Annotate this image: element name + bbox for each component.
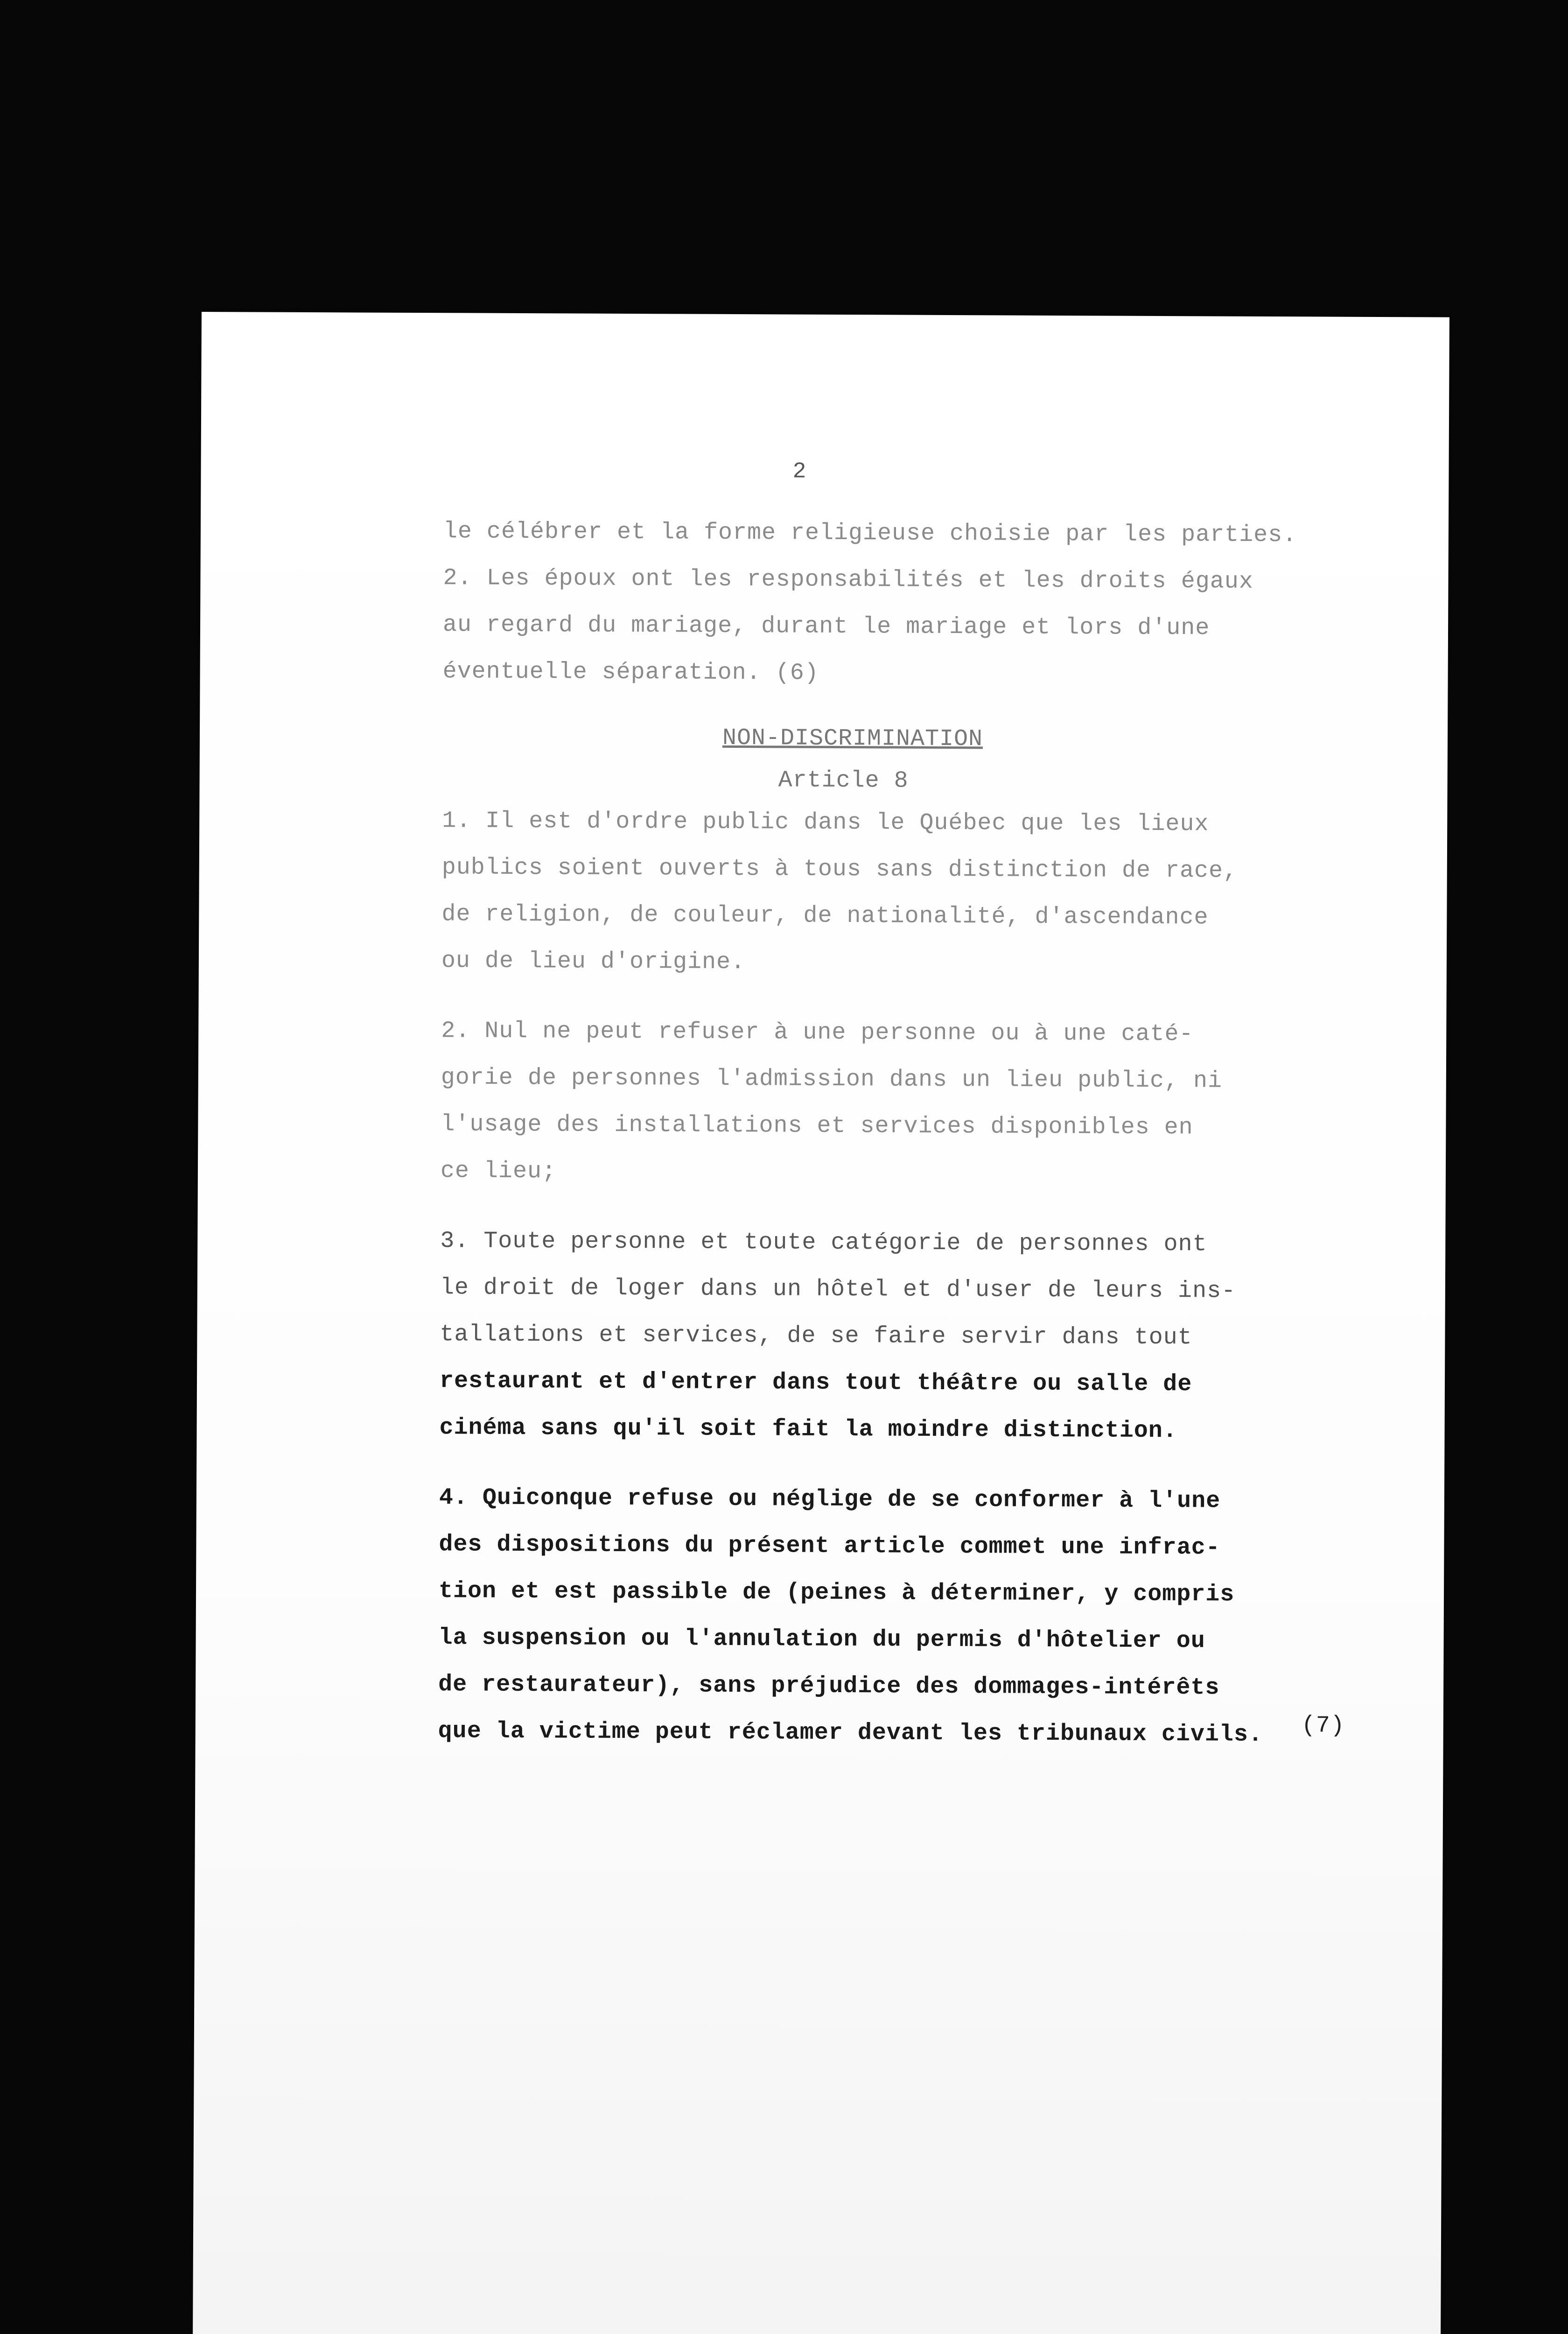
paragraph-1-line: de religion, de couleur, de nationalité, d'ascendance xyxy=(441,901,1209,931)
paragraph-2-line: ce lieu; xyxy=(440,1158,557,1185)
paragraph-2-line: l'usage des installations et services disponibles en xyxy=(441,1111,1193,1141)
intro-line: le célébrer et la forme religieuse choisie par les parties. xyxy=(443,518,1297,549)
paragraph-1-line: publics soient ouverts à tous sans distinction de race, xyxy=(441,854,1238,885)
paragraph-3-line: cinéma sans qu'il soit fait la moindre distinction. xyxy=(439,1414,1177,1445)
paragraph-4-line: que la victime peut réclamer devant les tribunaux civils. xyxy=(438,1718,1263,1748)
paragraph-4-line: 4. Quiconque refuse ou néglige de se conformer à l'une xyxy=(439,1484,1221,1515)
paragraph-1-line: 1. Il est d'ordre public dans le Québec que les lieux xyxy=(442,808,1209,838)
paragraph-3-line: le droit de loger dans un hôtel et d'user de leurs ins- xyxy=(440,1274,1236,1305)
section-heading: NON-DISCRIMINATION xyxy=(722,724,983,753)
document-page xyxy=(193,312,1449,2334)
paragraph-3-line: 3. Toute personne et toute catégorie de personnes ont xyxy=(440,1228,1207,1258)
paragraph-4-line: de restaurateur), sans préjudice des dommages-intérêts xyxy=(438,1671,1220,1701)
intro-line: au regard du mariage, durant le mariage et lors d'une xyxy=(442,612,1210,642)
footnote-marker: (7) xyxy=(1301,1712,1345,1739)
paragraph-4-line: des dispositions du présent article commet une infrac- xyxy=(439,1531,1220,1561)
document-body xyxy=(438,453,1377,1748)
paragraph-4-line: tion et est passible de (peines à déterminer, y compris xyxy=(438,1578,1235,1608)
intro-line: 2. Les époux ont les responsabilités et les droits égaux xyxy=(443,565,1253,595)
paragraph-3-line: restaurant et d'entrer dans tout théâtre ou salle de xyxy=(439,1368,1192,1398)
article-label: Article 8 xyxy=(778,767,909,794)
intro-line: éventuelle séparation. (6) xyxy=(442,658,819,687)
paragraph-1-line: ou de lieu d'origine. xyxy=(441,948,746,976)
paragraph-4-line: la suspension ou l'annulation du permis d'hôtelier ou xyxy=(438,1624,1205,1655)
paragraph-2-line: 2. Nul ne peut refuser à une personne ou à une caté- xyxy=(441,1018,1194,1048)
paragraph-2-line: gorie de personnes l'admission dans un lieu public, ni xyxy=(441,1064,1223,1095)
page-number: 2 xyxy=(792,459,806,485)
paragraph-3-line: tallations et services, de se faire servir dans tout xyxy=(440,1321,1192,1351)
